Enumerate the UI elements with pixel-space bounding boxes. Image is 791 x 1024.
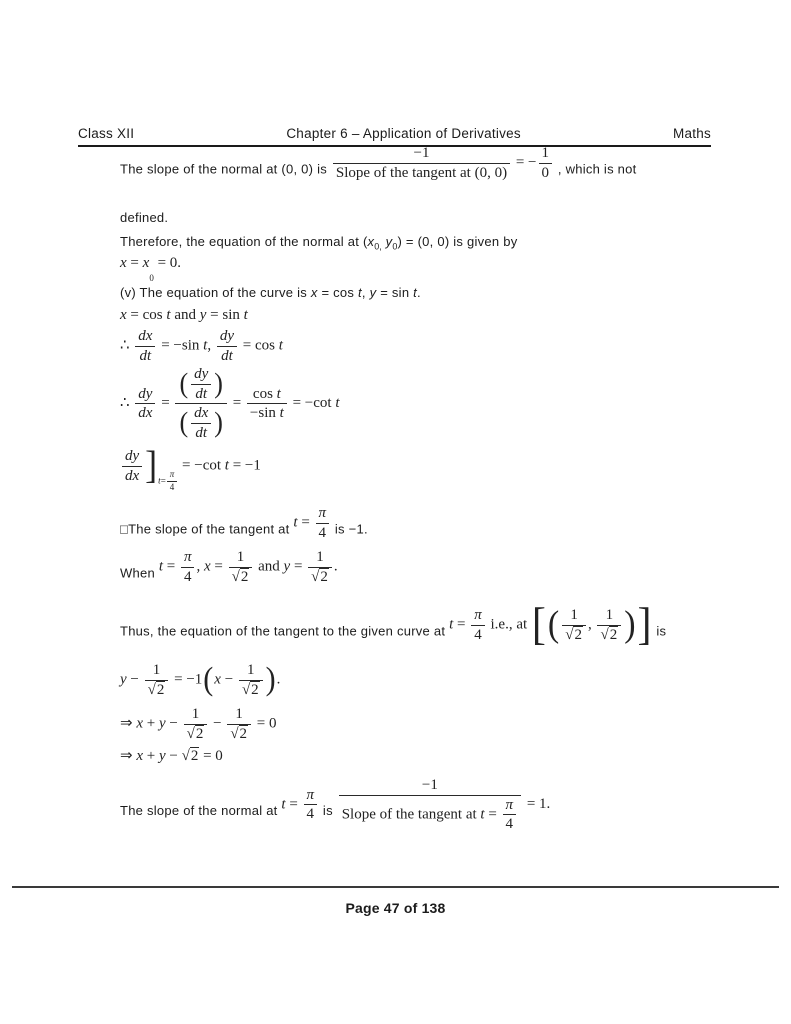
math-text: , [587,616,596,633]
math-bracket: ( [203,661,214,698]
fraction-denominator [122,468,142,485]
radicand: 2 [240,568,249,585]
math-text: = [157,394,174,411]
math-text: = [126,255,143,271]
fraction-numerator [175,366,227,402]
fraction-denominator [471,627,485,644]
math-variable: π [474,607,482,623]
math-subscript [149,274,154,283]
formula-derivatives-dt [120,328,736,364]
fraction-denominator [192,425,210,442]
fraction-denominator [227,726,251,743]
formula-simplify-step [120,706,736,742]
fraction-denominator [218,348,236,365]
math-bracket: ) [214,406,223,438]
fraction-numerator [567,607,581,624]
fraction-numerator [539,145,553,162]
math-text: i.e., at [486,616,531,633]
fraction-numerator [234,549,248,566]
math-fraction [503,797,517,833]
math-text: = [210,558,227,575]
math-text: = [453,616,470,633]
fraction-numerator [189,706,203,723]
fraction-numerator [419,777,441,794]
math-variable: t [158,558,163,575]
header-subject-label: Maths [672,126,711,141]
math-variable: dt [139,347,152,364]
text-run: , which is not [554,161,637,177]
fraction-bar [539,163,553,164]
math-text: . [333,558,338,575]
paragraph-defined [120,209,736,228]
math-text: = [285,796,302,813]
math-variable: t [279,405,284,421]
math-text: Slope of the tangent at (0, 0) [335,164,508,181]
math-subscript: 0 [392,241,398,252]
math-fraction [339,777,521,833]
fraction-denominator [316,525,330,542]
math-text: − [209,715,226,732]
math-bracket: ] [637,600,652,650]
math-text: 1 [541,145,549,161]
math-text: 1 [605,607,614,623]
radical-sign: √ [565,626,574,643]
math-text: − [165,715,182,732]
math-text: − [126,671,143,688]
math-text: = cos [126,307,167,323]
header-class-label: Class XII [78,126,135,141]
math-variable: x [203,558,211,575]
fraction-numerator [471,607,485,624]
fraction-numerator [232,706,246,723]
math-fraction [184,706,208,742]
radical-sign: √ [147,681,156,698]
math-text: 4 [169,481,175,492]
math-fraction [227,706,251,742]
fraction-bar [135,346,155,347]
math-bracket: ( [547,604,560,645]
math-text: = [160,475,166,486]
math-text: = −cot [288,394,336,411]
math-text: 1 [316,549,324,565]
fraction-denominator [137,348,155,365]
radicand: 2 [574,626,582,643]
math-bracket: ) [265,661,276,698]
radicand: 2 [320,568,328,585]
math-variable: dy [219,328,234,344]
math-variable: π [183,549,192,565]
math-text: . [276,671,281,688]
fraction-denominator [562,627,586,644]
math-variable: t [203,337,208,354]
fraction-numerator [503,797,517,814]
math-bracket: ] [145,443,158,487]
math-fraction [181,549,195,585]
fraction-bar [217,346,237,347]
paragraph-part-v-curve [120,284,736,303]
math-text: + [143,715,159,732]
fraction-numerator [316,505,330,522]
fraction-bar [175,403,227,404]
math-text: ⇒ [120,715,137,732]
math-variable: dx [125,467,140,484]
math-variable: t [413,285,418,300]
radicand: 2 [190,748,199,764]
math-variable: t [224,457,229,474]
radical-sign: √ [186,725,195,742]
math-bracket: ) [214,367,223,399]
fraction-bar [471,625,485,626]
math-text: = −cot [178,457,225,474]
math-text: ⇒ [120,748,137,764]
fraction-denominator [229,569,253,586]
math-text: −1 [413,145,430,161]
math-square-root [311,568,329,585]
fraction-numerator [304,787,318,804]
math-variable: x [120,307,127,323]
text-run: defined. [120,210,169,225]
text-run: ) = (0, 0) is given by [397,234,518,249]
math-square-root [230,725,248,742]
math-fraction [167,470,178,493]
math-text: , [207,337,215,354]
math-text: 4 [306,806,315,823]
fraction-numerator [313,549,327,566]
math-text: = −1 [228,457,261,474]
math-variable: π [169,468,175,479]
math-text: = [228,394,245,411]
math-text: = 0 [253,715,277,732]
math-variable: dy [194,366,209,382]
formula-slope-normal-origin [331,145,554,181]
fraction-bar [135,403,155,404]
math-text: 4 [183,568,192,585]
math-square-root [600,626,618,643]
radical-sign: √ [311,568,320,585]
math-text: cos [252,385,277,402]
math-text: ∴ [120,337,134,354]
math-variable: y [120,671,127,688]
page-header [78,126,711,147]
math-text: and [254,558,284,575]
math-text: = [163,558,179,575]
math-subscript: 0, [374,241,382,252]
math-fraction [471,607,485,643]
math-variable: t [449,616,454,633]
fraction-numerator [191,405,211,422]
math-variable: y [385,234,393,249]
math-variable: y [199,307,207,323]
math-text: 1 [247,662,255,678]
math-text: −sin [249,405,280,421]
radical-sign: √ [600,626,609,643]
math-text: = cos [239,337,279,354]
math-square-root [148,681,166,698]
fraction-bar [191,384,211,385]
math-text: 0 [149,273,154,283]
math-text: and [170,307,200,323]
math-variable: x [214,671,221,688]
math-fraction [239,662,263,698]
math-variable: t [243,307,248,323]
math-variable: π [505,796,514,813]
text-run: Therefore, the equation of the normal at ( [120,234,368,249]
paragraph-slope-tangent [120,505,736,548]
math-fraction [316,505,330,541]
math-text: = 0. [153,255,182,271]
math-fraction [539,145,553,181]
fraction-denominator [167,483,178,493]
fraction-denominator [304,806,318,823]
math-text: 1 [152,662,161,678]
math-square-root [565,626,583,643]
radicand: 2 [609,626,618,643]
radicand: 2 [156,681,165,698]
fraction-bar [247,403,287,404]
math-text: = 0 [199,748,223,764]
fraction-bar [181,567,195,568]
fraction-numerator [150,662,164,679]
math-variable: t [335,394,340,411]
fraction-denominator [145,682,169,699]
math-fraction [217,328,237,364]
fraction-numerator [181,549,195,566]
fraction-denominator [184,726,208,743]
math-variable: π [306,786,315,803]
radical-sign: √ [181,748,190,764]
math-fraction [175,366,227,441]
fraction-denominator [308,569,332,586]
text-run: The slope of the normal at [120,803,282,819]
math-variable: t [281,796,286,813]
math-text: = −1 [170,671,203,688]
math-variable: t [480,805,485,822]
math-variable: y [158,748,166,764]
formula-t-pi-4 [281,787,319,823]
fraction-denominator [539,165,553,182]
fraction-numerator [122,448,142,465]
math-variable: dt [221,347,233,364]
fraction-denominator [247,405,287,422]
math-square-root [187,725,205,742]
fraction-numerator [217,328,237,345]
fraction-numerator [410,145,432,162]
math-text: 1 [235,706,243,722]
math-variable: dx [138,328,153,344]
fraction-bar [333,163,510,164]
fraction-denominator [333,165,510,182]
math-fraction [135,328,155,364]
math-fraction [562,607,586,643]
paragraph-slope-normal-pi-4 [120,777,736,840]
text-run: The slope of the tangent at [128,521,294,537]
text-run: = sin [376,285,414,300]
math-variable: y [283,558,291,575]
math-bracket: ( [179,367,189,399]
math-subscript [158,470,178,493]
formula-point-at-pi-4 [449,600,652,650]
math-square-root [232,568,250,585]
fraction-bar [316,523,330,524]
math-text: − [165,748,182,764]
math-variable: x [136,748,143,764]
text-run: When [120,565,159,581]
fraction-numerator [250,386,284,403]
radical-sign: √ [241,681,251,698]
text-run: , [361,285,370,300]
text-run: is [319,803,337,819]
header-chapter-title: Chapter 6 – Application of Derivatives [286,126,521,141]
math-variable: t [166,307,171,323]
fraction-numerator [135,328,155,345]
fraction-numerator [244,662,258,679]
math-fraction [229,549,253,585]
math-variable: x [367,234,375,249]
math-variable: dt [195,385,208,402]
math-fraction [122,448,142,484]
math-fraction [191,405,211,441]
math-variable: y [369,285,377,300]
math-bracket: ( [179,406,189,438]
math-variable: x [136,715,143,732]
fraction-bar [339,795,521,796]
text-run: The slope of the normal at (0, 0) is [120,161,331,177]
math-text: − [220,671,237,688]
math-variable: x [120,255,127,271]
fraction-numerator [135,386,155,403]
radicand: 2 [195,725,204,742]
radical-sign: √ [230,725,239,742]
math-text: + [143,748,159,764]
fraction-numerator [191,366,211,383]
radicand: 2 [239,725,248,742]
math-text: 1 [570,607,578,623]
fraction-numerator [167,470,178,480]
math-bracket: [ [531,600,546,650]
math-variable: x [142,255,150,271]
math-variable: dy [125,448,140,464]
formula-t-pi-4 [293,505,331,541]
fraction-denominator [239,682,263,699]
formula-dy-dx-cot [120,366,736,441]
math-fraction [191,366,211,402]
math-bracket: ) [624,604,636,645]
math-text: 4 [318,524,327,541]
formula-dy-dx-at-pi-4 [120,443,736,493]
text-run: Thus, the equation of the tangent to the given curve at [120,623,450,639]
formula-parametric-curve [120,306,736,324]
fraction-denominator [503,816,517,833]
math-text: 4 [474,626,482,643]
math-text: −1 [421,777,438,793]
math-variable: dx [194,405,209,421]
footer-rule [12,886,779,888]
math-variable: x [310,285,318,300]
math-text: = 1. [523,796,551,813]
math-variable: t [278,337,283,354]
math-variable: t [293,514,298,531]
math-text: , [196,558,204,575]
fraction-denominator [175,405,227,441]
math-text: = [290,558,307,575]
fraction-bar [503,814,517,815]
paragraph-tangent-equation-intro [120,600,736,650]
fraction-bar [122,466,142,467]
text-run: is −1. [331,521,368,537]
paragraph-normal-equation [120,233,736,254]
math-variable: π [318,505,327,521]
math-fraction [135,386,155,422]
math-square-root [182,747,200,764]
fraction-bar [191,423,211,424]
math-variable: t [276,385,281,402]
math-text: = [297,514,314,531]
formula-final-tangent [120,747,736,765]
math-variable: t [158,475,161,486]
fraction-denominator [192,386,210,403]
math-fraction [145,662,169,698]
box-glyph: □ [120,521,129,537]
formula-slope-normal-pi-4 [337,777,551,833]
math-text: 4 [505,816,514,832]
text-run: . [417,285,421,300]
formula-when-values [159,549,338,585]
text-run: = cos [317,285,358,300]
math-fraction [333,145,510,181]
math-fraction [247,386,287,422]
math-variable: dx [138,405,153,421]
math-text: = [484,805,501,822]
math-fraction [308,549,332,585]
math-text: = − [512,154,537,171]
radicand: 2 [251,681,259,698]
math-text: = −sin [157,337,204,354]
paragraph-slope-normal-origin [120,145,736,188]
fraction-denominator [597,627,621,644]
math-variable: dt [195,424,208,441]
text-run: is [652,623,667,639]
page-number: Page 47 of 138 [345,900,446,916]
radical-sign: √ [231,568,240,585]
formula-x-equals-x0 [120,254,736,283]
math-variable: dy [138,385,153,402]
fraction-bar [304,804,318,805]
formula-tangent-line [120,662,736,698]
math-fraction [597,607,621,643]
paragraph-when-values [120,549,736,592]
math-text: 0 [541,164,549,181]
fraction-denominator [135,405,155,422]
math-text: = sin [206,307,244,323]
math-text: Slope of the tangent at [341,805,481,822]
math-text: 1 [191,706,200,722]
math-variable: y [158,715,166,732]
math-square-root [242,681,260,698]
fraction-numerator [603,607,617,624]
fraction-denominator [181,569,195,586]
math-text: 1 [236,549,245,565]
text-run: (v) The equation of the curve is [120,285,311,300]
fraction-denominator [339,797,521,833]
math-text: ∴ [120,394,134,411]
math-variable: t [358,285,362,300]
math-fraction [304,787,318,823]
